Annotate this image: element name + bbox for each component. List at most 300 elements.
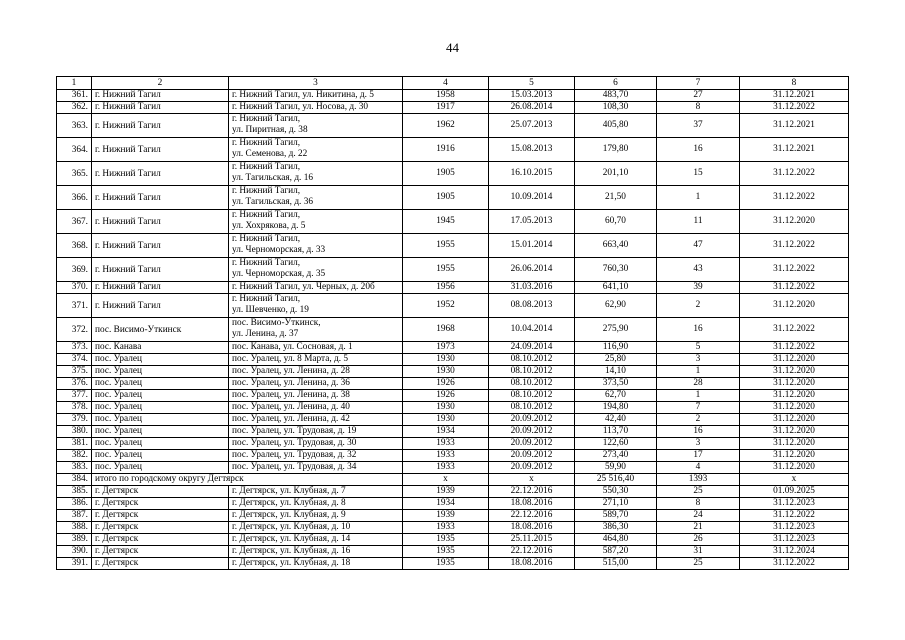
address-cell — [229, 534, 403, 546]
address-line: г. Дегтярск, ул. Клубная, д. 14 — [232, 534, 351, 544]
persons-cell: 7 — [657, 402, 740, 414]
area-cell: 589,70 — [575, 510, 657, 522]
date-cell: 18.08.2016 — [489, 498, 575, 510]
area-cell: 464,80 — [575, 534, 657, 546]
deadline-cell: 01.09.2025 — [740, 486, 849, 498]
year-cell: 1930 — [403, 414, 489, 426]
year-cell: 1952 — [403, 294, 489, 318]
table-row — [57, 234, 849, 258]
row-number-cell: 365. — [57, 162, 92, 186]
address-line: ул. Черноморская, д. 33 — [232, 245, 326, 255]
area-cell: 60,70 — [575, 210, 657, 234]
address-line: г. Дегтярск, ул. Клубная, д. 8 — [232, 498, 346, 508]
settlement-cell: г. Нижний Тагил — [92, 90, 229, 102]
address-line: пос. Уралец, ул. Трудовая, д. 30 — [232, 438, 357, 448]
year-cell: 1933 — [403, 522, 489, 534]
row-number-cell: 385. — [57, 486, 92, 498]
row-number-cell: 379. — [57, 414, 92, 426]
area-cell: 62,70 — [575, 390, 657, 402]
deadline-cell: 31.12.2022 — [740, 342, 849, 354]
settlement-cell: пос. Уралец — [92, 366, 229, 378]
year-cell: 1905 — [403, 186, 489, 210]
persons-cell: 8 — [657, 498, 740, 510]
deadline-cell: 31.12.2021 — [740, 138, 849, 162]
persons-cell: 15 — [657, 162, 740, 186]
area-cell: 108,30 — [575, 102, 657, 114]
settlement-cell: г. Дегтярск — [92, 522, 229, 534]
row-number-cell: 378. — [57, 402, 92, 414]
persons-cell: 5 — [657, 342, 740, 354]
table-row — [57, 438, 849, 450]
settlement-cell: г. Нижний Тагил — [92, 234, 229, 258]
date-cell: 08.10.2012 — [489, 366, 575, 378]
address-line: ул. Тагильская, д. 16 — [232, 173, 313, 183]
address-cell — [229, 558, 403, 570]
address-cell — [229, 390, 403, 402]
address-cell — [229, 186, 403, 210]
deadline-cell: x — [740, 474, 849, 486]
year-cell: 1973 — [403, 342, 489, 354]
settlement-cell: г. Нижний Тагил — [92, 186, 229, 210]
date-cell: 17.05.2013 — [489, 210, 575, 234]
address-cell — [229, 114, 403, 138]
address-line: пос. Висимо-Уткинск, — [232, 318, 321, 328]
row-number-cell: 366. — [57, 186, 92, 210]
address-cell — [229, 486, 403, 498]
address-line: ул. Ленина, д. 37 — [232, 329, 299, 339]
deadline-cell: 31.12.2020 — [740, 366, 849, 378]
row-number-cell: 388. — [57, 522, 92, 534]
persons-cell: 16 — [657, 318, 740, 342]
area-cell: 386,30 — [575, 522, 657, 534]
address-line: пос. Уралец, ул. Ленина, д. 40 — [232, 402, 350, 412]
row-number-cell: 370. — [57, 282, 92, 294]
table-row — [57, 114, 849, 138]
address-line: г. Дегтярск, ул. Клубная, д. 16 — [232, 546, 351, 556]
deadline-cell: 31.12.2020 — [740, 294, 849, 318]
header-cell: 8 — [740, 77, 849, 90]
year-cell: 1930 — [403, 366, 489, 378]
persons-cell: 28 — [657, 378, 740, 390]
area-cell: 59,90 — [575, 462, 657, 474]
settlement-cell: г. Нижний Тагил — [92, 294, 229, 318]
address-line: пос. Уралец, ул. Ленина, д. 38 — [232, 390, 350, 400]
table-row — [57, 186, 849, 210]
year-cell: 1934 — [403, 426, 489, 438]
address-cell — [229, 414, 403, 426]
row-number-cell: 362. — [57, 102, 92, 114]
table-row — [57, 342, 849, 354]
deadline-cell: 31.12.2020 — [740, 450, 849, 462]
date-cell: 20.09.2012 — [489, 462, 575, 474]
total-row — [57, 474, 849, 486]
date-cell: 18.08.2016 — [489, 558, 575, 570]
settlement-cell: г. Нижний Тагил — [92, 138, 229, 162]
date-cell: 20.09.2012 — [489, 438, 575, 450]
address-cell — [229, 546, 403, 558]
date-cell: 24.09.2014 — [489, 342, 575, 354]
address-cell — [229, 450, 403, 462]
date-cell: 08.10.2012 — [489, 354, 575, 366]
year-cell: 1933 — [403, 438, 489, 450]
persons-cell: 37 — [657, 114, 740, 138]
deadline-cell: 31.12.2022 — [740, 282, 849, 294]
table-row — [57, 210, 849, 234]
row-number-cell: 386. — [57, 498, 92, 510]
area-cell: 641,10 — [575, 282, 657, 294]
settlement-cell: г. Дегтярск — [92, 510, 229, 522]
settlement-cell: г. Дегтярск — [92, 486, 229, 498]
row-number-cell: 383. — [57, 462, 92, 474]
settlement-cell: пос. Уралец — [92, 390, 229, 402]
deadline-cell: 31.12.2020 — [740, 426, 849, 438]
table-row — [57, 558, 849, 570]
year-cell: 1958 — [403, 90, 489, 102]
table-row — [57, 102, 849, 114]
table-row — [57, 510, 849, 522]
settlement-cell: г. Нижний Тагил — [92, 102, 229, 114]
persons-cell: 26 — [657, 534, 740, 546]
persons-cell: 3 — [657, 438, 740, 450]
date-cell: 25.11.2015 — [489, 534, 575, 546]
area-cell: 271,10 — [575, 498, 657, 510]
year-cell: 1933 — [403, 450, 489, 462]
settlement-cell: пос. Уралец — [92, 426, 229, 438]
row-number-cell: 376. — [57, 378, 92, 390]
deadline-cell: 31.12.2021 — [740, 114, 849, 138]
area-cell: 483,70 — [575, 90, 657, 102]
area-cell: 587,20 — [575, 546, 657, 558]
date-cell: 15.03.2013 — [489, 90, 575, 102]
header-cell: 6 — [575, 77, 657, 90]
row-number-cell: 381. — [57, 438, 92, 450]
date-cell: 22.12.2016 — [489, 486, 575, 498]
address-cell — [229, 282, 403, 294]
address-cell — [229, 90, 403, 102]
deadline-cell: 31.12.2023 — [740, 534, 849, 546]
settlement-cell: г. Нижний Тагил — [92, 210, 229, 234]
persons-cell: 17 — [657, 450, 740, 462]
address-cell — [229, 354, 403, 366]
address-line: г. Нижний Тагил, — [232, 186, 301, 196]
address-cell — [229, 498, 403, 510]
row-number-cell: 372. — [57, 318, 92, 342]
persons-cell: 2 — [657, 294, 740, 318]
year-cell: 1916 — [403, 138, 489, 162]
deadline-cell: 31.12.2022 — [740, 234, 849, 258]
year-cell: 1935 — [403, 546, 489, 558]
header-cell: 4 — [403, 77, 489, 90]
persons-cell: 25 — [657, 486, 740, 498]
address-cell — [229, 510, 403, 522]
area-cell: 25,80 — [575, 354, 657, 366]
deadline-cell: 31.12.2020 — [740, 210, 849, 234]
date-cell: 10.04.2014 — [489, 318, 575, 342]
row-number-cell: 390. — [57, 546, 92, 558]
table-row — [57, 522, 849, 534]
settlement-cell: пос. Уралец — [92, 378, 229, 390]
date-cell: 26.06.2014 — [489, 258, 575, 282]
address-line: г. Нижний Тагил, — [232, 114, 301, 124]
table-row — [57, 450, 849, 462]
settlement-cell: пос. Уралец — [92, 414, 229, 426]
address-line: ул. Пиритная, д. 38 — [232, 125, 308, 135]
table-row — [57, 378, 849, 390]
area-cell: 113,70 — [575, 426, 657, 438]
year-cell: 1933 — [403, 462, 489, 474]
settlement-cell: пос. Уралец — [92, 450, 229, 462]
row-number-cell: 363. — [57, 114, 92, 138]
row-number-cell: 369. — [57, 258, 92, 282]
address-cell — [229, 426, 403, 438]
table-row — [57, 486, 849, 498]
year-cell: 1905 — [403, 162, 489, 186]
date-cell: 08.10.2012 — [489, 390, 575, 402]
table-body — [57, 77, 849, 570]
date-cell: 18.08.2016 — [489, 522, 575, 534]
address-line: г. Нижний Тагил, — [232, 234, 301, 244]
area-cell: 201,10 — [575, 162, 657, 186]
row-number-cell: 364. — [57, 138, 92, 162]
address-cell — [229, 294, 403, 318]
persons-cell: 1 — [657, 186, 740, 210]
table-row — [57, 90, 849, 102]
row-number-cell: 374. — [57, 354, 92, 366]
settlement-cell: г. Дегтярск — [92, 498, 229, 510]
date-cell: 22.12.2016 — [489, 510, 575, 522]
address-line: ул. Тагильская, д. 36 — [232, 197, 313, 207]
date-cell: 31.03.2016 — [489, 282, 575, 294]
area-cell: 194,80 — [575, 402, 657, 414]
total-label-cell: итого по городскому округу Дегтярск — [92, 474, 403, 486]
area-cell: 405,80 — [575, 114, 657, 138]
year-cell: 1955 — [403, 258, 489, 282]
table-row — [57, 354, 849, 366]
persons-cell: 2 — [657, 414, 740, 426]
deadline-cell: 31.12.2020 — [740, 462, 849, 474]
address-line: г. Нижний Тагил, ул. Черных, д. 20б — [232, 282, 375, 292]
date-cell: 15.01.2014 — [489, 234, 575, 258]
deadline-cell: 31.12.2022 — [740, 558, 849, 570]
year-cell: 1926 — [403, 378, 489, 390]
table-row — [57, 402, 849, 414]
settlement-cell: пос. Висимо-Уткинск — [92, 318, 229, 342]
date-cell: 08.10.2012 — [489, 378, 575, 390]
area-cell: 62,90 — [575, 294, 657, 318]
year-cell: 1939 — [403, 486, 489, 498]
date-cell: 08.08.2013 — [489, 294, 575, 318]
table-row — [57, 546, 849, 558]
row-number-cell: 380. — [57, 426, 92, 438]
settlement-cell: г. Нижний Тагил — [92, 114, 229, 138]
table-row — [57, 462, 849, 474]
address-cell — [229, 402, 403, 414]
area-cell: 273,40 — [575, 450, 657, 462]
year-cell: 1956 — [403, 282, 489, 294]
deadline-cell: 31.12.2022 — [740, 318, 849, 342]
year-cell: 1955 — [403, 234, 489, 258]
address-line: ул. Черноморская, д. 35 — [232, 269, 326, 279]
deadline-cell: 31.12.2023 — [740, 498, 849, 510]
row-number-cell: 367. — [57, 210, 92, 234]
address-line: г. Нижний Тагил, — [232, 258, 301, 268]
table-row — [57, 318, 849, 342]
year-cell: 1935 — [403, 534, 489, 546]
date-cell: 22.12.2016 — [489, 546, 575, 558]
deadline-cell: 31.12.2020 — [740, 390, 849, 402]
deadline-cell: 31.12.2021 — [740, 90, 849, 102]
area-cell: 373,50 — [575, 378, 657, 390]
area-cell: 179,80 — [575, 138, 657, 162]
deadline-cell: 31.12.2022 — [740, 102, 849, 114]
settlement-cell: г. Нижний Тагил — [92, 282, 229, 294]
area-cell: 275,90 — [575, 318, 657, 342]
address-line: г. Дегтярск, ул. Клубная, д. 9 — [232, 510, 346, 520]
persons-cell: 24 — [657, 510, 740, 522]
row-number-cell: 368. — [57, 234, 92, 258]
row-number-cell: 371. — [57, 294, 92, 318]
persons-cell: 16 — [657, 426, 740, 438]
persons-cell: 43 — [657, 258, 740, 282]
table-row — [57, 426, 849, 438]
address-line: г. Нижний Тагил, — [232, 138, 301, 148]
persons-cell: 1 — [657, 390, 740, 402]
persons-cell: 39 — [657, 282, 740, 294]
settlement-cell: г. Нижний Тагил — [92, 258, 229, 282]
address-line: г. Нижний Тагил, ул. Никитина, д. 5 — [232, 90, 374, 100]
persons-cell: 27 — [657, 90, 740, 102]
date-cell: 15.08.2013 — [489, 138, 575, 162]
area-cell: 21,50 — [575, 186, 657, 210]
address-line: пос. Уралец, ул. Трудовая, д. 32 — [232, 450, 357, 460]
address-line: пос. Уралец, ул. Ленина, д. 36 — [232, 378, 350, 388]
row-number-cell: 377. — [57, 390, 92, 402]
area-cell: 122,60 — [575, 438, 657, 450]
year-cell: 1917 — [403, 102, 489, 114]
deadline-cell: 31.12.2020 — [740, 402, 849, 414]
date-cell: 26.08.2014 — [489, 102, 575, 114]
date-cell: 20.09.2012 — [489, 414, 575, 426]
settlement-cell: г. Дегтярск — [92, 558, 229, 570]
deadline-cell: 31.12.2022 — [740, 510, 849, 522]
address-cell — [229, 522, 403, 534]
year-cell: 1930 — [403, 402, 489, 414]
row-number-cell: 373. — [57, 342, 92, 354]
address-line: ул. Шевченко, д. 19 — [232, 305, 309, 315]
year-cell: x — [403, 474, 489, 486]
address-cell — [229, 102, 403, 114]
address-line: пос. Канава, ул. Сосновая, д. 1 — [232, 342, 353, 352]
address-line: г. Нижний Тагил, — [232, 294, 301, 304]
header-cell: 2 — [92, 77, 229, 90]
settlement-cell: г. Дегтярск — [92, 546, 229, 558]
header-cell: 3 — [229, 77, 403, 90]
persons-cell: 31 — [657, 546, 740, 558]
table-row — [57, 534, 849, 546]
table-row — [57, 390, 849, 402]
persons-cell: 16 — [657, 138, 740, 162]
year-cell: 1945 — [403, 210, 489, 234]
row-number-cell: 387. — [57, 510, 92, 522]
area-cell: 663,40 — [575, 234, 657, 258]
address-line: пос. Уралец, ул. Ленина, д. 28 — [232, 366, 350, 376]
date-cell: 08.10.2012 — [489, 402, 575, 414]
deadline-cell: 31.12.2020 — [740, 414, 849, 426]
header-row — [57, 77, 849, 90]
table-row — [57, 366, 849, 378]
address-cell — [229, 258, 403, 282]
row-number-cell: 382. — [57, 450, 92, 462]
deadline-cell: 31.12.2024 — [740, 546, 849, 558]
address-line: г. Дегтярск, ул. Клубная, д. 10 — [232, 522, 351, 532]
address-cell — [229, 342, 403, 354]
settlement-cell: пос. Уралец — [92, 438, 229, 450]
address-line: ул. Семенова, д. 22 — [232, 149, 308, 159]
area-cell: 760,30 — [575, 258, 657, 282]
area-cell: 42,40 — [575, 414, 657, 426]
address-cell — [229, 366, 403, 378]
persons-cell: 11 — [657, 210, 740, 234]
persons-cell: 1393 — [657, 474, 740, 486]
settlement-cell: г. Нижний Тагил — [92, 162, 229, 186]
year-cell: 1939 — [403, 510, 489, 522]
address-cell — [229, 234, 403, 258]
address-cell — [229, 318, 403, 342]
year-cell: 1968 — [403, 318, 489, 342]
address-line: г. Нижний Тагил, ул. Носова, д. 30 — [232, 102, 369, 112]
address-line: пос. Уралец, ул. 8 Марта, д. 5 — [232, 354, 349, 364]
address-cell — [229, 162, 403, 186]
table-row — [57, 414, 849, 426]
date-cell: 25.07.2013 — [489, 114, 575, 138]
address-line: пос. Уралец, ул. Трудовая, д. 19 — [232, 426, 357, 436]
settlement-cell: пос. Канава — [92, 342, 229, 354]
settlement-cell: пос. Уралец — [92, 462, 229, 474]
header-cell: 5 — [489, 77, 575, 90]
table-row — [57, 258, 849, 282]
header-cell: 1 — [57, 77, 92, 90]
header-cell: 7 — [657, 77, 740, 90]
date-cell: 16.10.2015 — [489, 162, 575, 186]
housing-registry-table — [56, 76, 849, 570]
persons-cell: 3 — [657, 354, 740, 366]
address-line: г. Нижний Тагил, — [232, 162, 301, 172]
table-row — [57, 294, 849, 318]
persons-cell: 8 — [657, 102, 740, 114]
deadline-cell: 31.12.2022 — [740, 258, 849, 282]
table-row — [57, 162, 849, 186]
table-row — [57, 138, 849, 162]
year-cell: 1930 — [403, 354, 489, 366]
persons-cell: 47 — [657, 234, 740, 258]
address-line: пос. Уралец, ул. Ленина, д. 42 — [232, 414, 350, 424]
settlement-cell: пос. Уралец — [92, 402, 229, 414]
row-number-cell: 375. — [57, 366, 92, 378]
area-cell: 116,90 — [575, 342, 657, 354]
deadline-cell: 31.12.2022 — [740, 186, 849, 210]
page-number: 44 — [446, 40, 459, 55]
address-line: г. Дегтярск, ул. Клубная, д. 7 — [232, 486, 346, 496]
year-cell: 1935 — [403, 558, 489, 570]
area-cell: 550,30 — [575, 486, 657, 498]
area-cell: 515,00 — [575, 558, 657, 570]
address-cell — [229, 378, 403, 390]
deadline-cell: 31.12.2020 — [740, 354, 849, 366]
address-cell — [229, 138, 403, 162]
settlement-cell: г. Дегтярск — [92, 534, 229, 546]
row-number-cell: 391. — [57, 558, 92, 570]
area-cell: 25 516,40 — [575, 474, 657, 486]
